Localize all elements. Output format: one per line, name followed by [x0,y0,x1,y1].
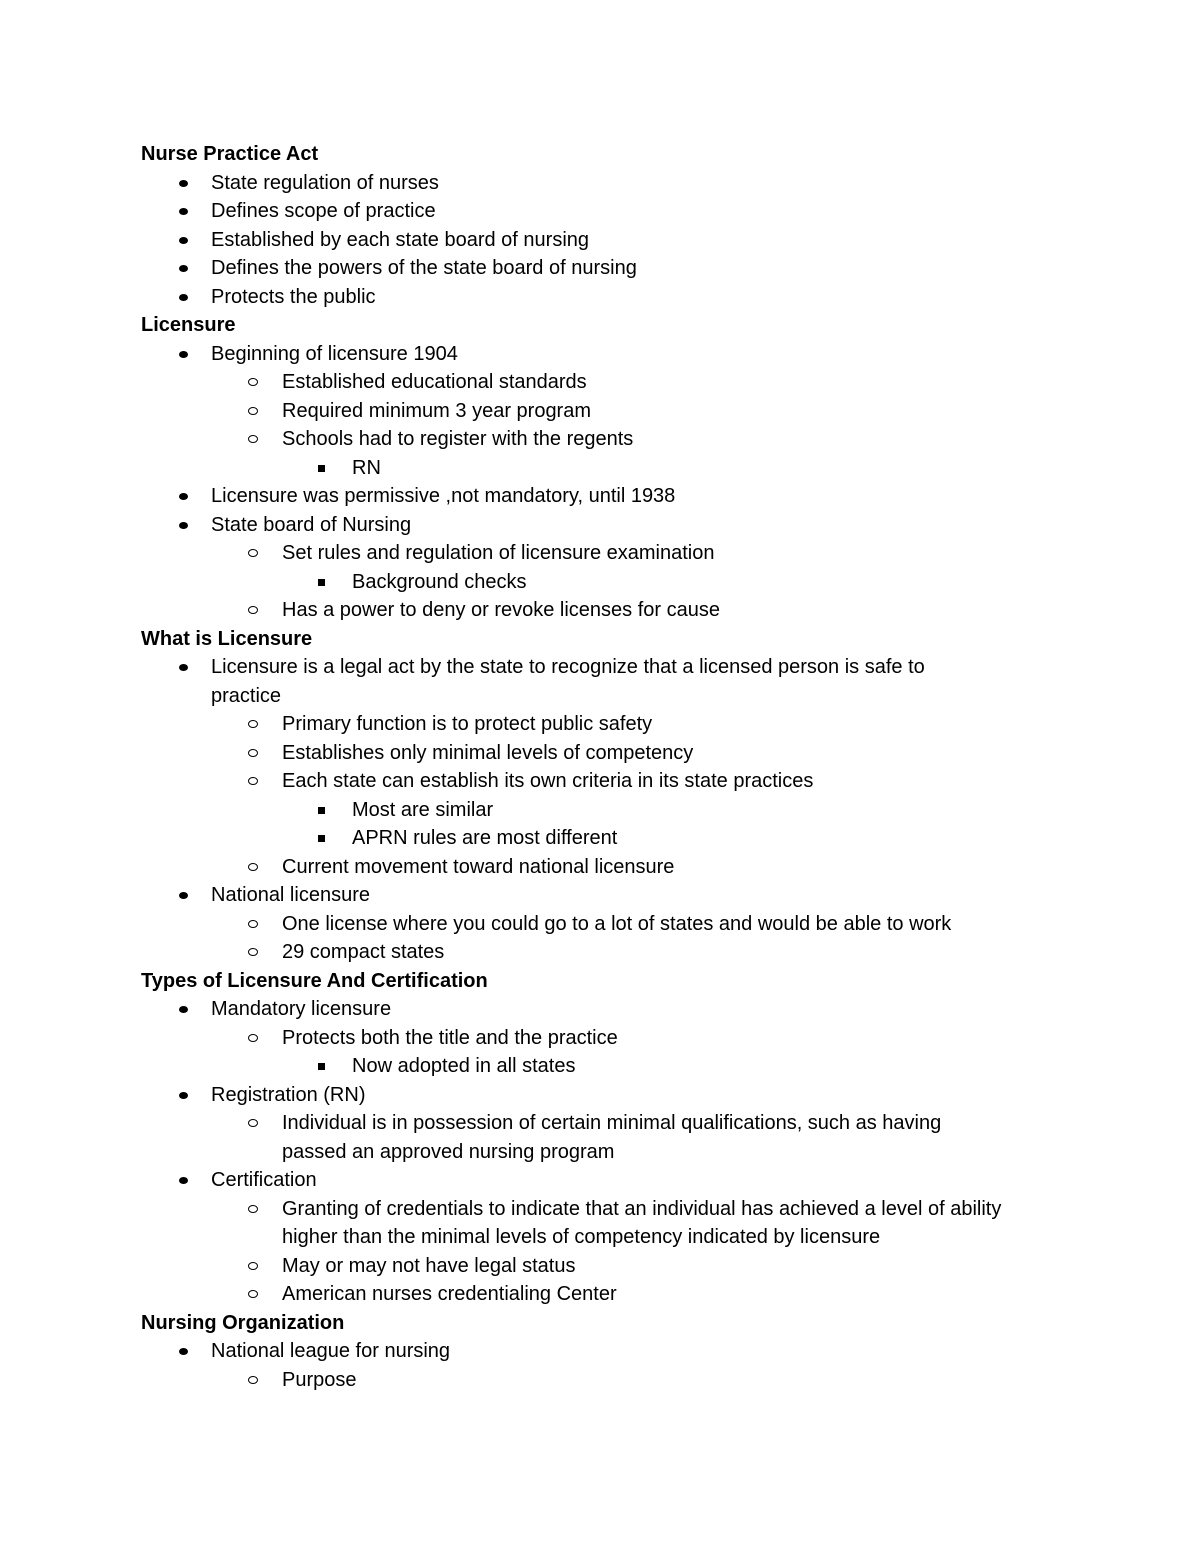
heading-text: Licensure [141,314,236,336]
list-item-text: Current movement toward national licensure [282,855,675,878]
list-item-text: Beginning of licensure 1904 [211,342,458,365]
list-item-level-2 [0,397,1200,426]
filled-circle-bullet-icon [179,1348,188,1355]
list-item-text: Granting of credentials to indicate that an individual has achieved a level of ability [282,1197,1002,1220]
list-item-text: higher than the minimal levels of competency indicated by licensure [282,1226,881,1248]
list-item-text: APRN rules are most different [352,827,618,849]
hollow-circle-bullet-icon [248,1290,258,1298]
document-body [0,140,1200,1394]
hollow-circle-bullet-icon [248,1205,258,1213]
section-heading [0,967,1200,996]
filled-square-bullet-icon [318,835,325,842]
filled-circle-bullet-icon [179,493,188,500]
list-item-text: Defines the powers of the state board of nursing [211,257,637,279]
list-item-text: Registration (RN) [211,1083,366,1106]
hollow-circle-bullet-icon [248,606,258,614]
list-item-level-2 [0,1366,1200,1395]
list-item-level-1 [0,995,1200,1024]
list-item-text: Set rules and regulation of licensure examination [282,542,715,564]
list-item-level-3 [0,454,1200,483]
hollow-circle-bullet-icon [248,1119,258,1127]
list-item-level-1 [0,254,1200,283]
list-item-text: Now adopted in all states [352,1055,576,1077]
filled-circle-bullet-icon [179,208,188,215]
list-item-text: Mandatory licensure [211,998,392,1020]
list-item-level-1 [0,169,1200,198]
heading-text: Nurse Practice Act [141,143,319,165]
filled-circle-bullet-icon [179,1177,188,1184]
list-item-level-2 [0,1195,1200,1224]
list-item-text: Primary function is to protect public safety [282,713,653,735]
hollow-circle-bullet-icon [248,1262,258,1270]
list-item-text: State board of Nursing [211,513,412,536]
list-item-level-2 [0,853,1200,882]
list-item-level-1 [0,1166,1200,1195]
heading-text: Types of Licensure And Certification [141,969,488,992]
list-item-text: Protects both the title and the practice [282,1026,618,1049]
list-item-level-2 [0,767,1200,796]
list-item-level-1 [0,283,1200,312]
hollow-circle-bullet-icon [248,948,258,956]
section-heading [0,140,1200,169]
list-item-level-2 [0,425,1200,454]
list-item-level-1 [0,197,1200,226]
list-item-text: Establishes only minimal levels of competency [282,741,694,764]
list-item-text: National league for nursing [211,1340,451,1362]
list-item-text: Purpose [282,1368,357,1391]
list-item-text: Licensure is a legal act by the state to recognize that a licensed person is safe to [211,656,925,678]
list-item-level-3 [0,796,1200,825]
filled-square-bullet-icon [318,807,325,814]
list-item-text: passed an approved nursing program [282,1140,615,1163]
list-item-level-1 [0,1337,1200,1366]
list-item-level-3 [0,824,1200,853]
filled-circle-bullet-icon [179,294,188,301]
list-item-level-2 [0,1138,1200,1167]
list-item-text: Schools had to register with the regents [282,428,634,450]
list-item-text: Background checks [352,570,527,593]
hollow-circle-bullet-icon [248,863,258,871]
list-item-level-2 [0,596,1200,625]
list-item-text: Defines scope of practice [211,200,436,222]
filled-circle-bullet-icon [179,265,188,272]
hollow-circle-bullet-icon [248,1376,258,1384]
list-item-text: Established by each state board of nursing [211,228,590,251]
list-item-text: Most are similar [352,798,494,821]
filled-square-bullet-icon [318,579,325,586]
list-item-level-3 [0,1052,1200,1081]
filled-square-bullet-icon [318,465,325,472]
section-heading [0,625,1200,654]
hollow-circle-bullet-icon [248,435,258,443]
list-item-level-1 [0,653,1200,682]
filled-circle-bullet-icon [179,180,188,187]
filled-circle-bullet-icon [179,892,188,899]
hollow-circle-bullet-icon [248,720,258,728]
filled-circle-bullet-icon [179,1092,188,1099]
list-item-level-2 [0,710,1200,739]
list-item-text: May or may not have legal status [282,1254,576,1277]
filled-square-bullet-icon [318,1063,325,1070]
heading-text: Nursing Organization [141,1311,345,1334]
section-heading [0,1309,1200,1338]
hollow-circle-bullet-icon [248,378,258,386]
list-item-text: Individual is in possession of certain minimal qualifications, such as having [282,1112,942,1134]
list-item-level-2 [0,368,1200,397]
list-item-text: 29 compact states [282,941,445,963]
list-item-level-1 [0,511,1200,540]
list-item-level-2 [0,539,1200,568]
heading-text: What is Licensure [141,627,313,650]
list-item-level-2 [0,1223,1200,1252]
filled-circle-bullet-icon [179,1006,188,1013]
list-item-level-2 [0,1109,1200,1138]
list-item-text: American nurses credentialing Center [282,1283,617,1305]
list-item-text: Certification [211,1169,317,1191]
list-item-level-1 [0,340,1200,369]
hollow-circle-bullet-icon [248,407,258,415]
list-item-level-1 [0,881,1200,910]
list-item-text: Established educational standards [282,371,587,393]
list-item-text: Required minimum 3 year program [282,399,592,422]
hollow-circle-bullet-icon [248,749,258,757]
list-item-text: One license where you could go to a lot of states and would be able to work [282,912,952,935]
list-item-text: Has a power to deny or revoke licenses for cause [282,599,720,621]
filled-circle-bullet-icon [179,664,188,671]
list-item-level-2 [0,1024,1200,1053]
list-item-level-1 [0,226,1200,255]
list-item-text: practice [211,684,282,707]
list-item-text: Protects the public [211,285,376,308]
list-item-level-2 [0,739,1200,768]
list-item-level-2 [0,1280,1200,1309]
list-item-level-2 [0,1252,1200,1281]
hollow-circle-bullet-icon [248,920,258,928]
list-item-level-2 [0,910,1200,939]
filled-circle-bullet-icon [179,237,188,244]
list-item-text: State regulation of nurses [211,171,439,194]
list-item-text: RN [352,456,381,479]
filled-circle-bullet-icon [179,522,188,529]
section-heading [0,311,1200,340]
hollow-circle-bullet-icon [248,1034,258,1042]
list-item-text: Licensure was permissive ,not mandatory, until 1938 [211,485,676,507]
hollow-circle-bullet-icon [248,549,258,557]
hollow-circle-bullet-icon [248,777,258,785]
list-item-level-1 [0,482,1200,511]
list-item-text: National licensure [211,884,370,906]
list-item-level-1 [0,682,1200,711]
list-item-level-2 [0,938,1200,967]
list-item-level-3 [0,568,1200,597]
list-item-level-1 [0,1081,1200,1110]
filled-circle-bullet-icon [179,351,188,358]
list-item-text: Each state can establish its own criteria in its state practices [282,770,814,792]
